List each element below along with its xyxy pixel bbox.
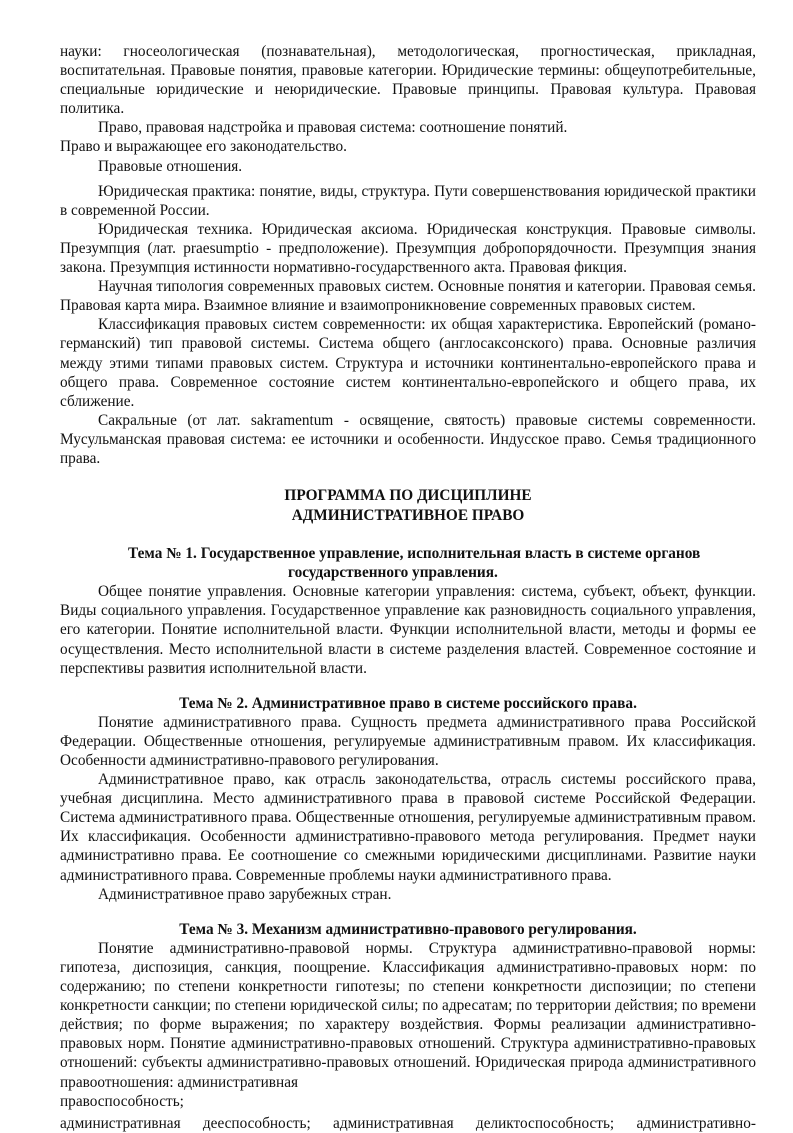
paragraph: Понятие административно-правовой нормы. Структура административно-правовой нормы: гипотеза, диспозиция, санкция, поощрение. Классификация административно-правовых норм: по содержанию; по степени конкретности гипотезы; по степени конкретности диспозиции; по степени конкретности санкции; по степени юридической силы; по адресатам; по территории действия; по времени действия; по форме выражения; по характеру воздействия. Формы реализации административно-правовых норм. Понятие административно-правовых отношений. Структура административно-правовых отношений: субъекты административно-правовых отношений. Юридическая природа административного правоотношения: административная	[60, 939, 756, 1091]
topic-heading	[60, 544, 756, 582]
paragraph: Сакральные (от лат. sakramentum - освящение, святость) правовые системы современности. Мусульманская правовая система: ее источники и особенности. Индусское право. Семья традиционного права.	[60, 411, 756, 467]
paragraph-line: правоспособность;	[60, 1092, 184, 1110]
paragraph: науки: гносеологическая (познавательная), методологическая, прогностическая, прикладная, воспитательная. Правовые понятия, правовые категории. Юридические термины: общеупотребительные, специальные юридические и неюридические. Правовые принципы. Правовая культура. Правовая политика.	[60, 43, 756, 118]
topic-heading: Тема № 2. Административное право в системе российского права.	[179, 694, 637, 712]
paragraph: Право и выражающее его законодательство.	[60, 138, 348, 156]
document-page	[60, 42, 756, 1133]
paragraph: Административное право, как отрасль законодательства, отрасль системы российского права, учебная дисциплина. Место административного права в правовой системе Российской Федерации. Система административного права. Общественные отношения, регулируемые административным правом. Их классификация. Особенности административно-правового метода регулирования. Предмет науки административно права. Ее соотношение со смежными юридическими дисциплинами. Развитие науки административного права. Современные проблемы науки административного права.	[60, 771, 756, 884]
paragraph: Понятие административного права. Сущность предмета административного права Российской Федерации. Общественные отношения, регулируемые административным правом. Их классификация. Особенности административно-правового регулирования.	[60, 713, 756, 769]
topic-title-line: Тема № 1. Государственное управление, исполнительная власть в системе органов	[128, 545, 701, 563]
paragraph: Юридическая практика: понятие, виды, структура. Пути совершенствования юридической практики в современной России.	[60, 182, 756, 219]
topic-heading: Тема № 3. Механизм административно-правового регулирования.	[179, 920, 637, 938]
topic-title-line: государственного управления.	[288, 564, 498, 582]
paragraph: Научная типология современных правовых систем. Основные понятия и категории. Правовая семья. Правовая карта мира. Взаимное влияние и взаимопроникновение современных правовых систем.	[60, 278, 756, 315]
program-title-line: АДМИНИСТРАТИВНОЕ ПРАВО	[291, 507, 525, 525]
program-title	[60, 486, 756, 526]
program-title-line: ПРОГРАММА ПО ДИСЦИПЛИНЕ	[284, 487, 532, 505]
paragraph: Юридическая техника. Юридическая аксиома. Юридическая конструкция. Правовые символы. Презумпция (лат. praesumptio - предположение). Презумпция добропорядочности. Презумпция знания закона. Презумпция истинности нормативно-государственного акта. Правовая фикция.	[60, 220, 756, 277]
paragraph: Правовые отношения.	[98, 157, 243, 175]
paragraph: Административное право зарубежных стран.	[98, 885, 392, 903]
paragraph-line: административная дееспособность; административная деликтоспособность; административно-	[60, 1114, 756, 1132]
paragraph: Общее понятие управления. Основные категории управления: система, субъект, объект, функции. Виды социального управления. Государственное управление как разновидность социального управления, его категории. Понятие исполнительной власти. Функции исполнительной власти, методы и формы ее осуществления. Место исполнительной власти в системе разделения властей. Современное состояние и перспективы развития исполнительной власти.	[60, 583, 756, 677]
paragraph: Право, правовая надстройка и правовая система: соотношение понятий.	[98, 119, 568, 137]
paragraph: Классификация правовых систем современности: их общая характеристика. Европейский (романо-германский) тип правовой системы. Система общего (англосаксонского) права. Основные различия между этими типами правовых систем. Структура и источники континентально-европейского права и общего права. Современное состояние систем континентально-европейского и общего права, их сближение.	[60, 316, 756, 410]
